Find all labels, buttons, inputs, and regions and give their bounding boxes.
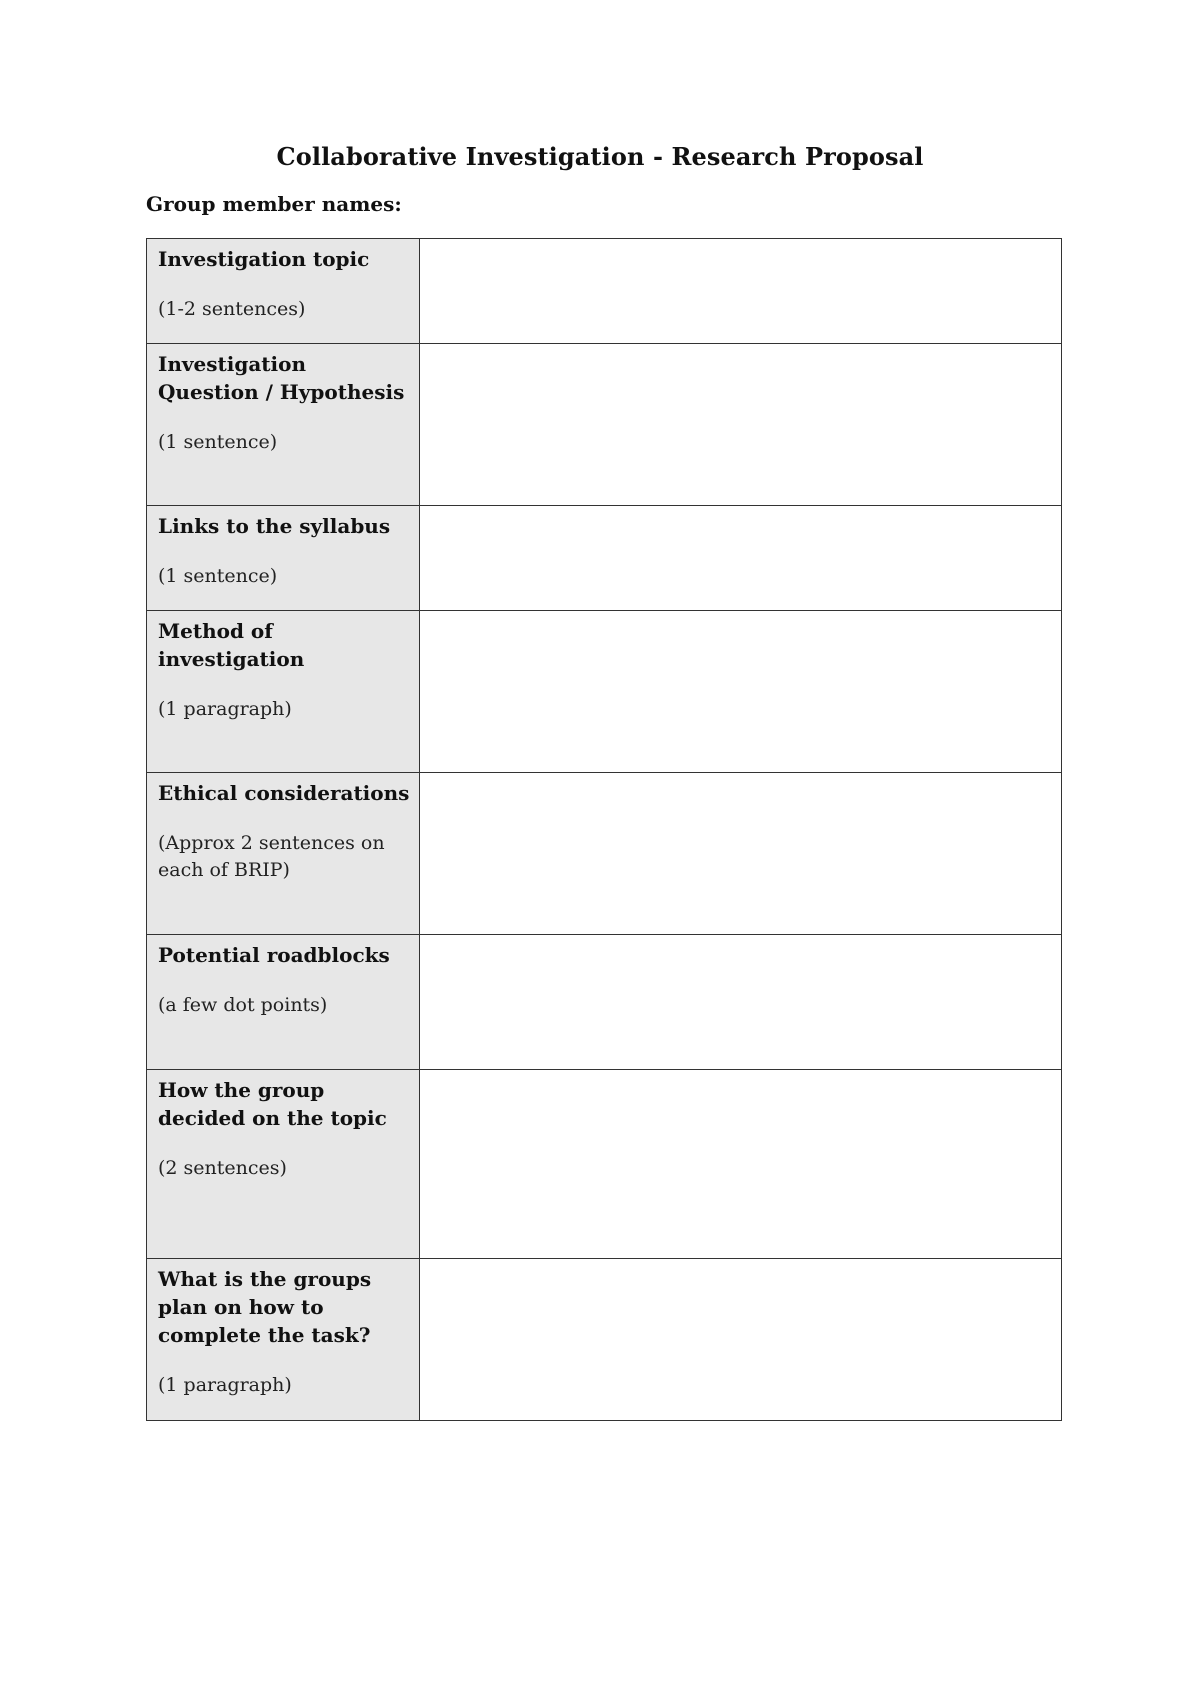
row-label: How the group decided on the topic xyxy=(158,1078,387,1130)
table-row-group-plan xyxy=(147,1259,1062,1421)
row-hint: (1 paragraph) xyxy=(158,1374,292,1396)
proposal-table xyxy=(146,238,1062,1421)
row-label-cell xyxy=(147,239,420,344)
row-label-cell xyxy=(147,344,420,506)
answer-cell-method-of-investigation[interactable] xyxy=(420,611,1062,773)
table-row-method-of-investigation xyxy=(147,611,1062,773)
page-title: Collaborative Investigation - Research Proposal xyxy=(276,142,924,171)
table-row-links-to-syllabus xyxy=(147,506,1062,611)
answer-cell-group-plan[interactable] xyxy=(420,1259,1062,1421)
answer-cell-investigation-topic[interactable] xyxy=(420,239,1062,344)
answer-cell-potential-roadblocks[interactable] xyxy=(420,935,1062,1070)
row-label: What is the groups plan on how to complete the task? xyxy=(158,1267,372,1347)
row-hint: (2 sentences) xyxy=(158,1157,287,1179)
table-row-potential-roadblocks xyxy=(147,935,1062,1070)
table-row-investigation-question xyxy=(147,344,1062,506)
row-label-cell xyxy=(147,773,420,935)
row-hint: (Approx 2 sentences on each of BRIP) xyxy=(158,832,385,881)
row-label-cell xyxy=(147,506,420,611)
row-label: Investigation topic xyxy=(158,247,370,271)
row-label-cell xyxy=(147,611,420,773)
table-row-ethical-considerations xyxy=(147,773,1062,935)
row-label-cell xyxy=(147,935,420,1070)
row-hint: (a few dot points) xyxy=(158,994,328,1016)
table-row-investigation-topic xyxy=(147,239,1062,344)
row-label-cell xyxy=(147,1070,420,1259)
answer-cell-how-group-decided[interactable] xyxy=(420,1070,1062,1259)
row-hint: (1-2 sentences) xyxy=(158,298,306,320)
row-hint: (1 sentence) xyxy=(158,431,278,453)
row-label: Investigation Question / Hypothesis xyxy=(158,352,405,404)
row-label-cell xyxy=(147,1259,420,1421)
row-label: Ethical considerations xyxy=(158,781,410,805)
answer-cell-ethical-considerations[interactable] xyxy=(420,773,1062,935)
row-label: Links to the syllabus xyxy=(158,514,391,538)
group-member-names-label: Group member names: xyxy=(146,192,402,216)
row-label: Potential roadblocks xyxy=(158,943,390,967)
table-row-how-group-decided xyxy=(147,1070,1062,1259)
row-hint: (1 paragraph) xyxy=(158,698,292,720)
row-label: Method of investigation xyxy=(158,619,305,671)
row-hint: (1 sentence) xyxy=(158,565,278,587)
answer-cell-links-to-syllabus[interactable] xyxy=(420,506,1062,611)
answer-cell-investigation-question[interactable] xyxy=(420,344,1062,506)
